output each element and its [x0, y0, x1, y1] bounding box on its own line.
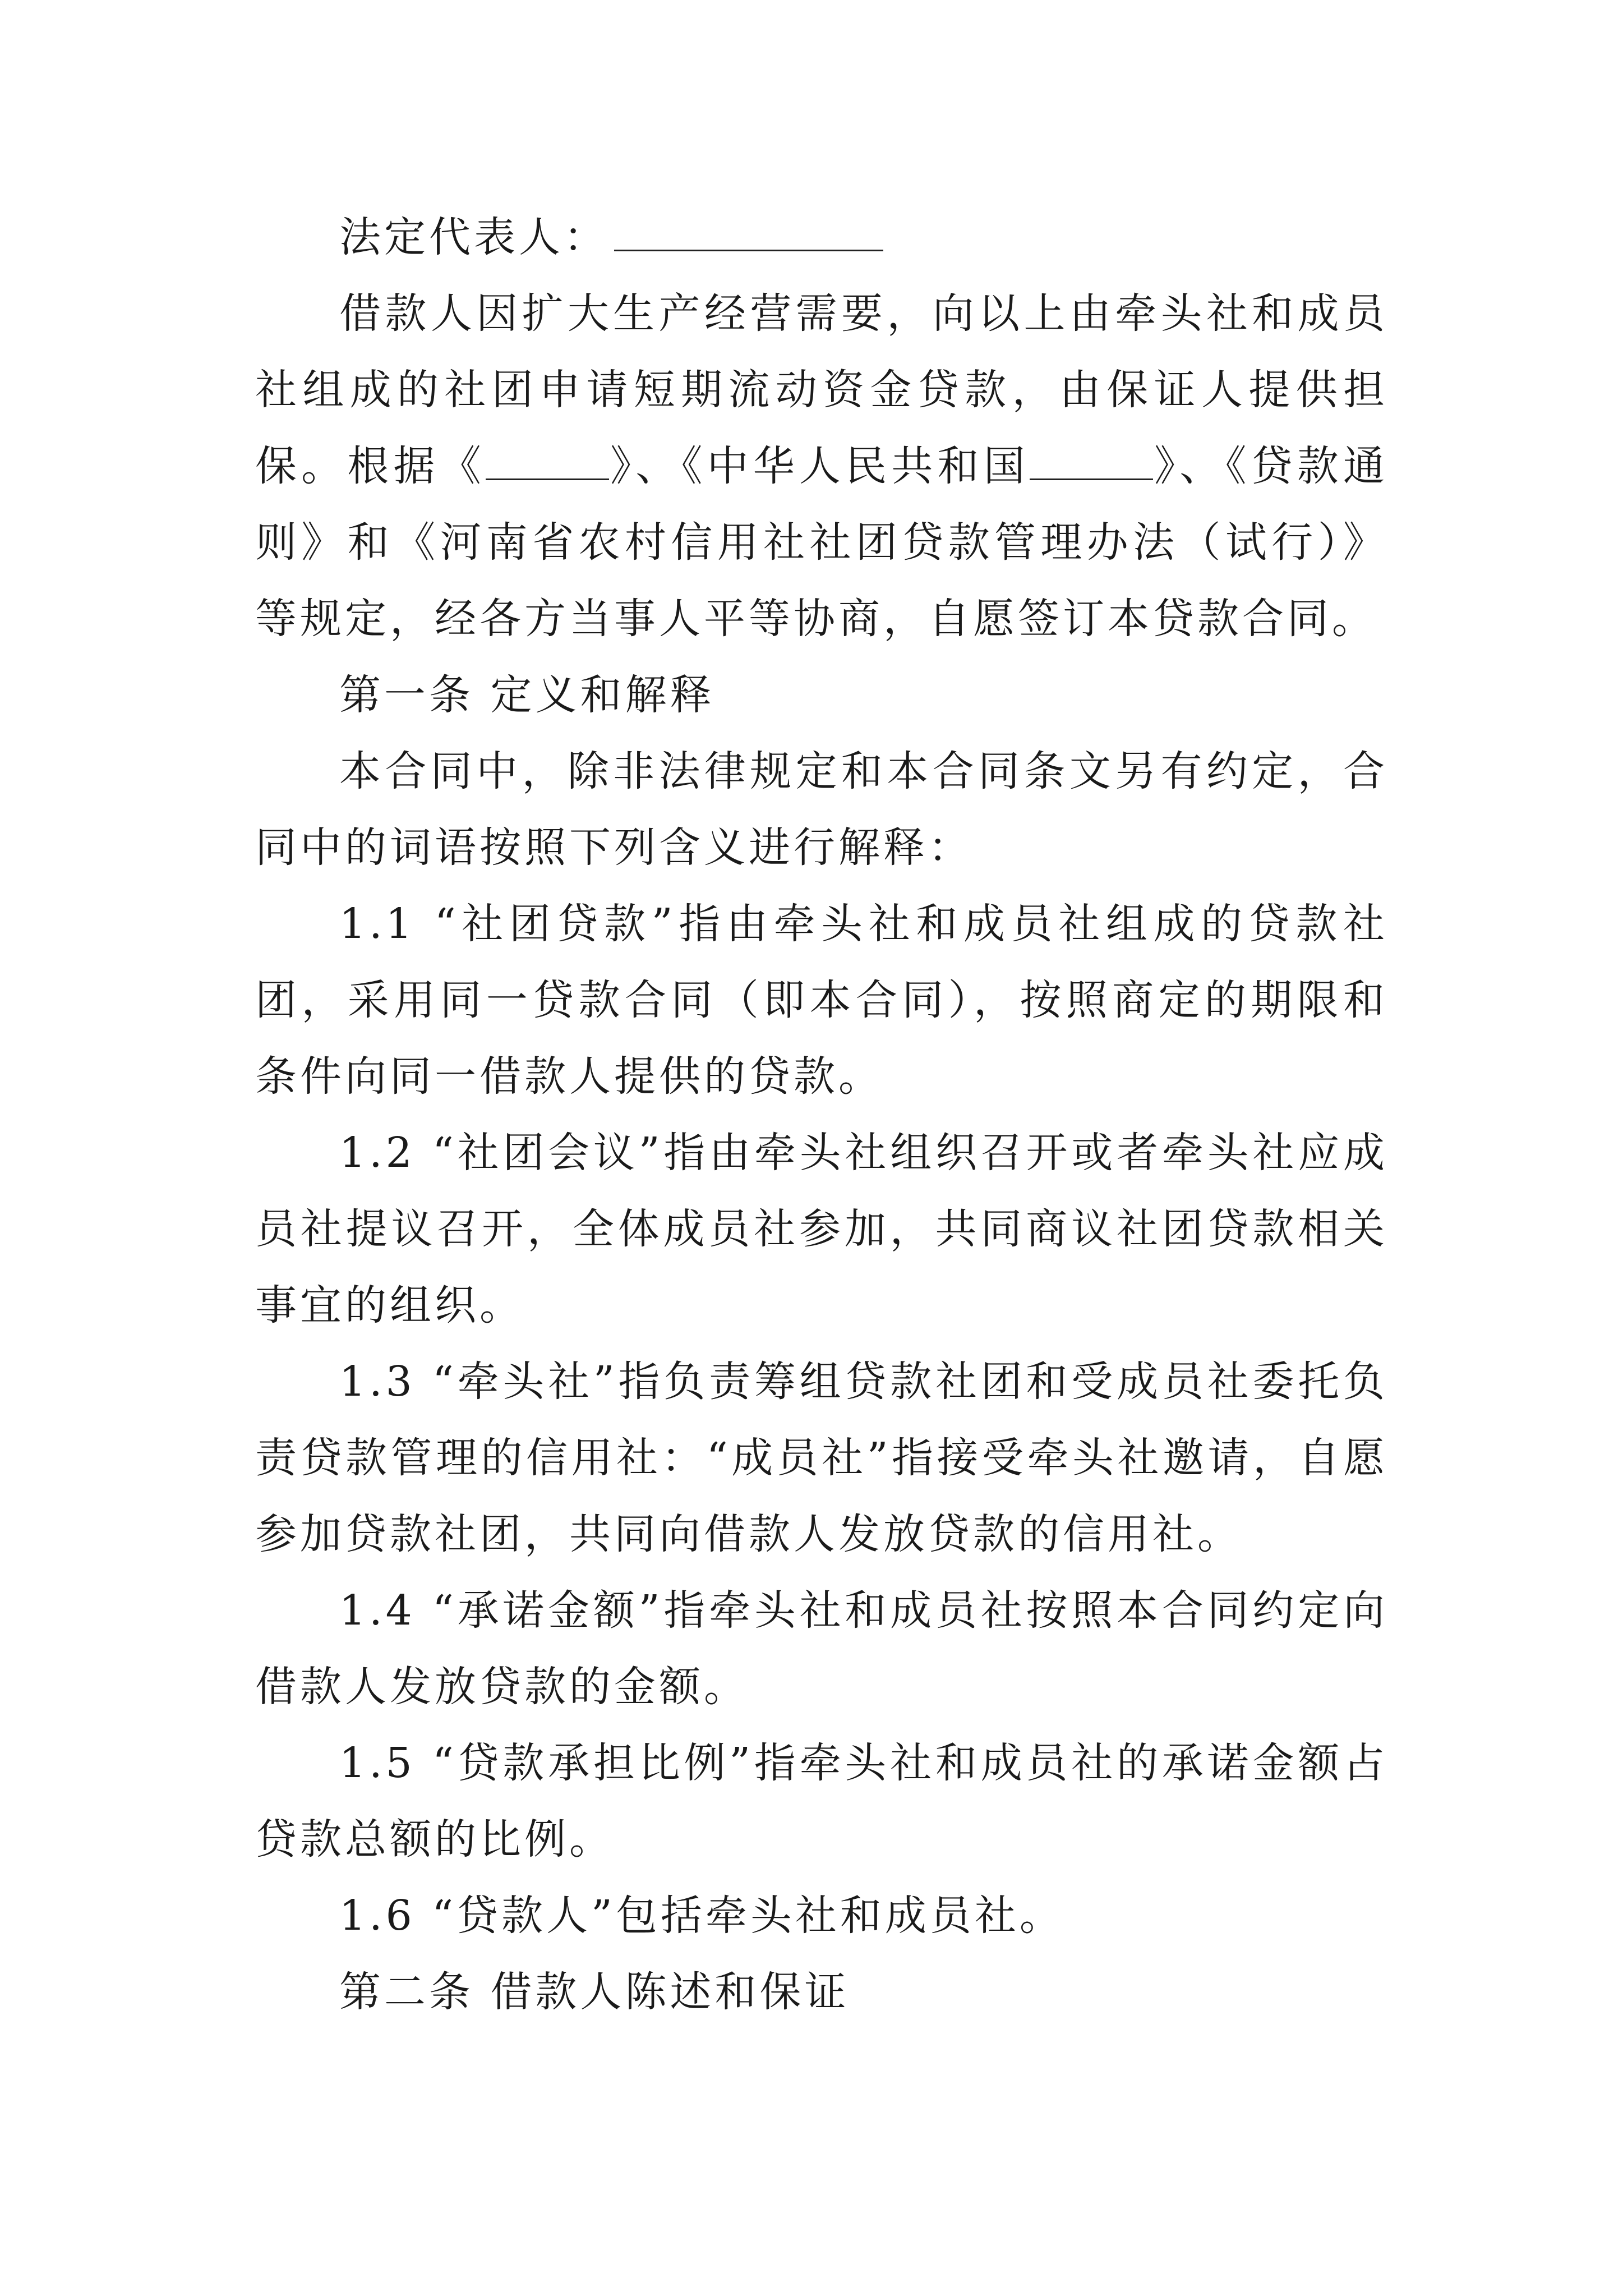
legal-representative-label: 法定代表人：	[339, 213, 608, 261]
intro-text-part1: 借款人因扩大生产经营需要，向以上由牵头社和成员社组成的社团申请短期流动资金贷款，由保证人提供担保。根据《	[255, 289, 1388, 490]
definition-1-3: 1.3 “牵头社”指负责筹组贷款社团和受成员社委托负责贷款管理的信用社：“成员社”指接受牵头社邀请，自愿参加贷款社团，共同向借款人发放贷款的信用社。	[255, 1358, 1388, 1558]
law-name-blank-1[interactable]	[486, 434, 609, 480]
intro-paragraph	[255, 275, 1388, 657]
definition-1-6: 1.6 “贷款人”包括牵头社和成员社。	[339, 1892, 1064, 1940]
definition-1-4: 1.4 “承诺金额”指牵头社和成员社按照本合同约定向借款人发放贷款的金额。	[255, 1586, 1388, 1711]
contract-body	[255, 199, 1388, 2030]
law-name-blank-2[interactable]	[1030, 434, 1153, 480]
intro-text-part2: 》、《中华人民共和国	[608, 442, 1030, 490]
article-2-title: 第二条 借款人陈述和保证	[339, 1968, 850, 2016]
legal-representative-blank[interactable]	[614, 205, 883, 251]
definition-1-1: 1.1 “社团贷款”指由牵头社和成员社组成的贷款社团，采用同一贷款合同（即本合同），按照商定的期限和条件向同一借款人提供的贷款。	[255, 900, 1388, 1101]
intro-text-part3: 》、《贷款通则》和《河南省农村信用社社团贷款管理办法（试行）》等规定，经各方当事人平等协商，自愿签订本贷款合同。	[255, 442, 1389, 643]
definition-1-5: 1.5 “贷款承担比例”指牵头社和成员社的承诺金额占贷款总额的比例。	[255, 1739, 1388, 1864]
article-1-title: 第一条 定义和解释	[339, 671, 715, 719]
definition-1-2: 1.2 “社团会议”指由牵头社组织召开或者牵头社应成员社提议召开，全体成员社参加，共同商议社团贷款相关事宜的组织。	[255, 1129, 1388, 1329]
article-1-intro: 本合同中，除非法律规定和本合同条文另有约定，合同中的词语按照下列含义进行解释：	[255, 747, 1388, 872]
legal-representative-line	[255, 199, 1388, 275]
